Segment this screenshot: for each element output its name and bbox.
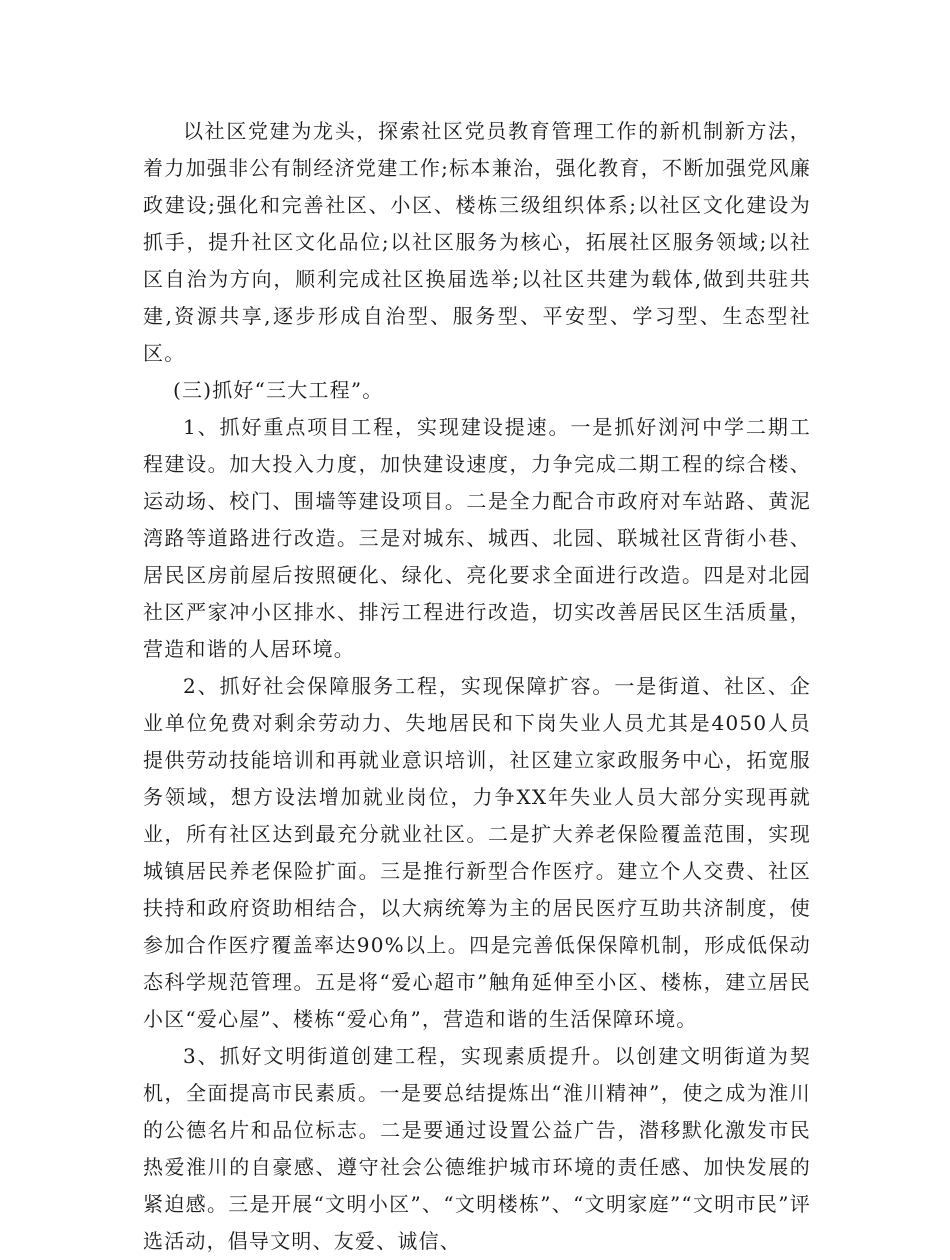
paragraph-community-party-building: 以社区党建为龙头，探索社区党员教育管理工作的新机制新方法，着力加强非公有制经济党建工作;标本兼治，强化教育，不断加强党风廉政建设;强化和完善社区、小区、楼栋三级组织体系;以社区文化建设为抓手，提升社区文化品位;以社区服务为核心，拓展社区服务领域;以社区自治为方向，顺利完成社区换届选举;以社区共建为载体,做到共驻共建,资源共享,逐步形成自治型、服务型、平安型、学习型、生态型社区。 [143,119,811,365]
document-body [143,113,811,1260]
section-heading-three-projects: (三)抓好“三大工程”。 [173,378,384,402]
paragraph-social-security: 2、抓好社会保障服务工程，实现保障扩容。一是街道、社区、企业单位免费对剩余劳动力、失地居民和下岗失业人员尤其是4050人员提供劳动技能培训和再就业意识培训，社区建立家政服务中心，拓宽服务领域，想方设法增加就业岗位，力争XX年失业人员大部分实现再就业，所有社区达到最充分就业社区。二是扩大养老保险覆盖范围，实现城镇居民养老保险扩面。三是推行新型合作医疗。建立个人交费、社区扶持和政府资助相结合，以大病统筹为主的居民医疗互助共济制度，使参加合作医疗覆盖率达90%以上。四是完善低保保障机制，形成低保动态科学规范管理。五是将“爱心超市”触角延伸至小区、楼栋，建立居民小区“爱心屋”、楼栋“爱心角”，营造和谐的生活保障环境。 [143,674,811,1031]
paragraph-key-project: 1、抓好重点项目工程，实现建设提速。一是抓好浏河中学二期工程建设。加大投入力度，加快建设速度，力争完成二期工程的综合楼、运动场、校门、围墙等建设项目。二是全力配合市政府对车站路、黄泥湾路等道路进行改造。三是对城东、城西、北园、联城社区背街小巷、居民区房前屋后按照硬化、绿化、亮化要求全面进行改造。四是对北园社区严家冲小区排水、排污工程进行改造，切实改善居民区生活质量，营造和谐的人居环境。 [143,415,811,661]
paragraph-civilized-street: 3、抓好文明街道创建工程，实现素质提升。以创建文明街道为契机，全面提高市民素质。一是要总结提炼出“淮川精神”，使之成为淮川的公德名片和品位标志。二是要通过设置公益广告，潜移默化激发市民热爱淮川的自豪感、遵守社会公德维护城市环境的责任感、加快发展的紧迫感。三是开展“文明小区”、“文明楼栋”、“文明家庭”“文明市民”评选活动，倡导文明、友爱、诚信、 [143,1044,811,1253]
